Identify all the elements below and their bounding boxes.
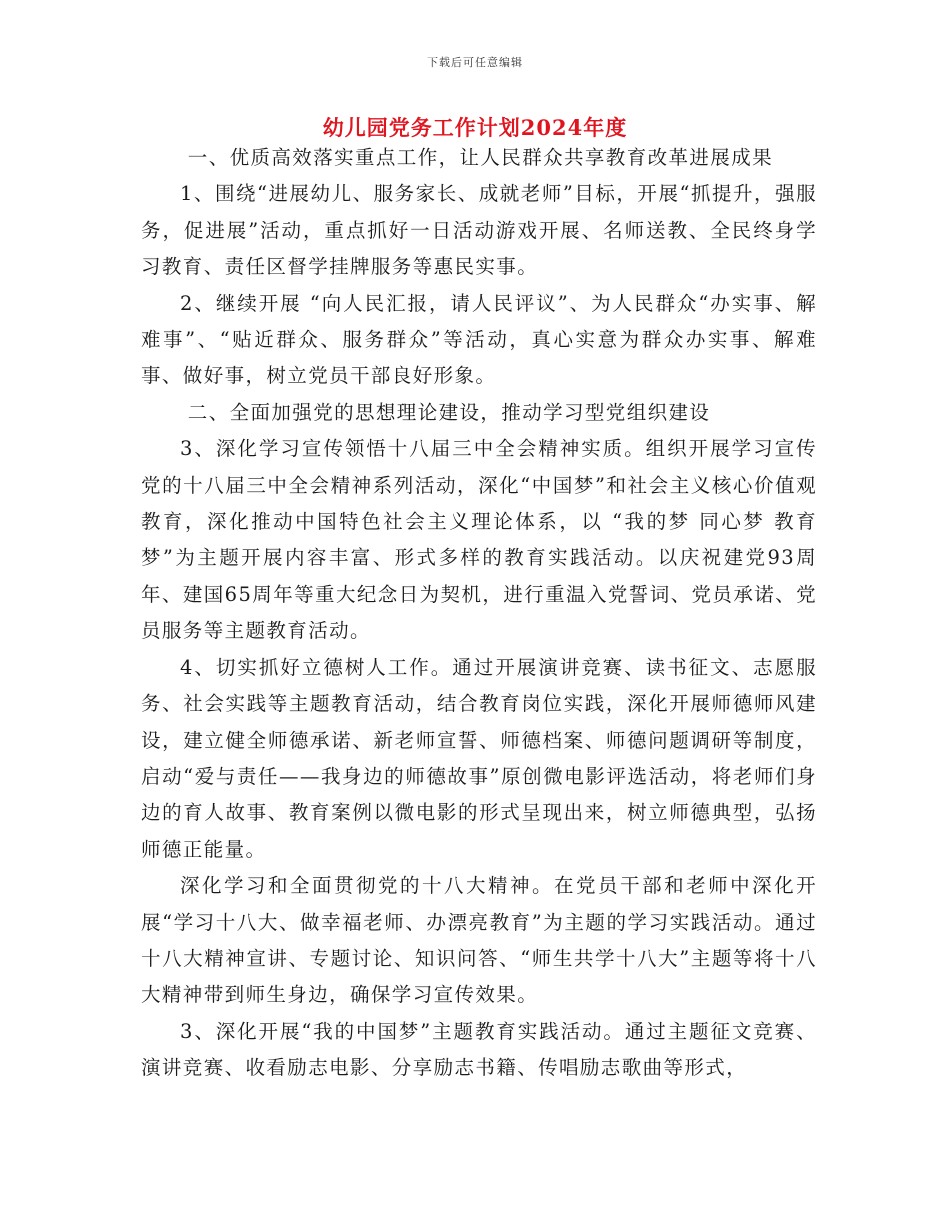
paragraph-item-3-china-dream: 3、深化开展“我的中国梦”主题教育实践活动。通过主题征文竞赛、演讲竞赛、收看励志电影、分享励志书籍、传唱励志歌曲等形式，	[141, 1019, 817, 1080]
document-body	[141, 140, 817, 1087]
page-header-note: 下载后可任意编辑	[427, 56, 523, 69]
paragraph-item-1: 1、围绕“进展幼儿、服务家长、成就老师”目标，开展“抓提升，强服务，促进展”活动，重点抓好一日活动游戏开展、名师送教、全民终身学习教育、责任区督学挂牌服务等惠民实事。	[141, 182, 817, 279]
section-heading-2: 二、全面加强党的思想理论建设，推动学习型党组织建设	[187, 400, 711, 424]
paragraph-study-18th-congress: 深化学习和全面贯彻党的十八大精神。在党员干部和老师中深化开展“学习十八大、做幸福老师、办漂亮教育”为主题的学习实践活动。通过十八大精神宣讲、专题讨论、知识问答、“师生共学十八大”主题等将十八大精神带到师生身边，确保学习宣传效果。	[141, 874, 817, 1007]
paragraph-item-4: 4、切实抓好立德树人工作。通过开展演讲竞赛、读书征文、志愿服务、社会实践等主题教育活动，结合教育岗位实践，深化开展师德师风建设，建立健全师德承诺、新老师宣誓、师德档案、师德问题调研等制度，启动“爱与责任——我身边的师德故事”原创微电影评选活动，将老师们身边的育人故事、教育案例以微电影的形式呈现出来，树立师德典型，弘扬师德正能量。	[141, 655, 817, 861]
section-heading-1: 一、优质高效落实重点工作，让人民群众共享教育改革进展成果	[187, 146, 773, 169]
paragraph-item-3: 3、深化学习宣传领悟十八届三中全会精神实质。组织开展学习宣传党的十八届三中全会精神系列活动，深化“中国梦”和社会主义核心价值观教育，深化推动中国特色社会主义理论体系，以 “我的梦 同心梦 教育梦”为主题开展内容丰富、形式多样的教育实践活动。以庆祝建党93周年、建国65周年等重大纪念日为契机，进行重温入党誓词、党员承诺、党员服务等主题教育活动。	[141, 437, 817, 643]
paragraph-item-2: 2、继续开展 “向人民汇报，请人民评议”、为人民群众“办实事、解难事”、“贴近群众、服务群众”等活动，真心实意为群众办实事、解难事、做好事，树立党员干部良好形象。	[141, 291, 817, 388]
document-title: 幼儿园党务工作计划2024年度	[322, 115, 628, 140]
